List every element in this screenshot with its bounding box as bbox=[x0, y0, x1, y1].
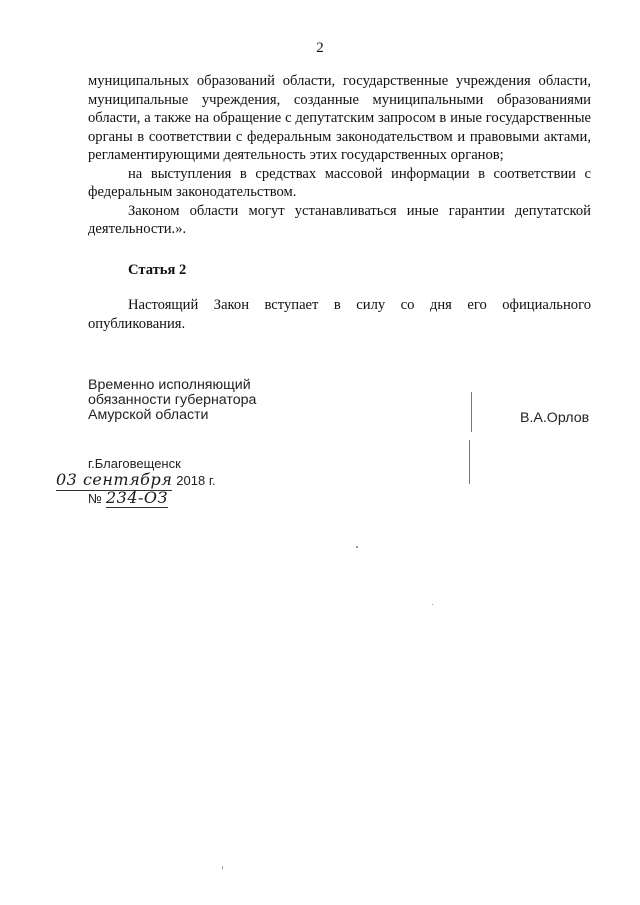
scan-speck bbox=[432, 604, 433, 605]
signatory-title-line: обязанности губернатора bbox=[88, 392, 257, 408]
handwritten-date: 03 сентября bbox=[56, 470, 173, 489]
article-paragraph: Настоящий Закон вступает в силу со дня его официального опубликования. bbox=[88, 297, 591, 332]
date-year: 2018 г. bbox=[176, 473, 216, 488]
page-number: 2 bbox=[316, 40, 324, 56]
law-number bbox=[88, 488, 168, 508]
article-text bbox=[88, 296, 591, 333]
scan-speck bbox=[356, 546, 358, 548]
number-sign: № bbox=[88, 491, 102, 506]
handwritten-number-field bbox=[106, 488, 168, 508]
signatory-name: В.А.Орлов bbox=[520, 410, 590, 426]
handwritten-number: 234-ОЗ bbox=[105, 488, 168, 507]
signature-mark bbox=[471, 392, 472, 432]
signatory-title-line: Амурской области bbox=[88, 407, 209, 423]
scan-speck bbox=[222, 866, 223, 869]
signature-mark bbox=[469, 440, 470, 484]
body-text bbox=[88, 72, 591, 239]
paragraph-media: на выступления в средствах массовой информации в соответствии с федеральным законодательством. bbox=[88, 165, 591, 200]
article-heading: Статья 2 bbox=[128, 262, 187, 278]
signatory-title-line: Временно исполняющий bbox=[88, 377, 251, 393]
paragraph-guarantees: Законом области могут устанавливаться иные гарантии депутатской деятельности.». bbox=[88, 202, 591, 237]
paragraph-continuation: муниципальных образований области, государственные учреждения области, муниципальные учреждения, созданные муниципальными образованиями области, а также на обращение с депутатским запросом в иные государственные органы в соответствии с федеральным законодательством и правовыми актами, регламентирующими деятельность этих государственных органов; bbox=[88, 73, 591, 163]
signatory-title bbox=[88, 378, 256, 423]
signing-place: г.Благовещенск bbox=[88, 456, 181, 471]
